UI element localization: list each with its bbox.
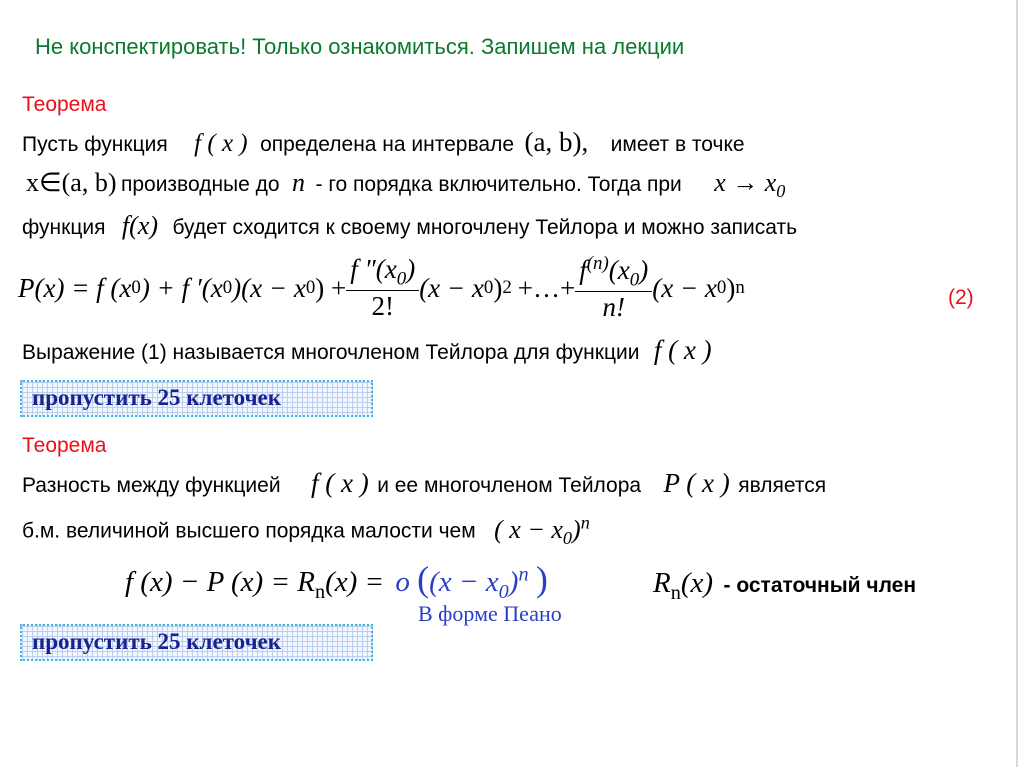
theorem2-line2: б.м. величиной высшего порядка малости чем ( $x - x_0)^n$ [22,512,590,548]
remainder-term-label: $R_n(x)$ - остаточный член [653,567,917,604]
theorem1-line3: функция f(x) будет сходится к своему многочлену Тейлора и можно записать [22,211,798,240]
order-expression: ( $x - x_0)^n$ [494,512,590,548]
point-in-interval: x∈(a, b) [26,168,117,197]
theorem2-title: Теорема [22,434,107,457]
peano-form-label: В форме Пеано [418,601,562,626]
expression-line: Выражение (1) называется многочленом Тейлора для функции f ( x ) [22,335,712,365]
order-n: n [292,168,306,197]
theorem1-line1: Пусть функция f ( x ) определена на интервале (a, b), имеет в точке [22,127,745,157]
header-note: Не конспектировать! Только ознакомиться. Запишем на лекции [35,34,685,59]
skip-label-1: пропустить 25 клеточек [20,380,373,417]
fraction-second-derivative: $\frac{f ''(x_0)}{2!}$ [346,254,419,322]
polynomial-px: P ( x ) [663,468,730,498]
function-fx-2: f(x) [121,211,159,240]
theorem1-line2: x∈(a, b) производные до n - го порядка включительно. Тогда при $x \to x_0$ [26,168,786,202]
fraction-nth-derivative: $\frac{f^{(n)}(x_0)}{n!}$ [575,253,652,323]
function-fx-3: f ( x ) [653,335,712,365]
theorem2-line1: Разность между функцией f ( x ) и ее многочленом Тейлора P ( x ) является [22,468,827,498]
remainder-formula: f (x) − P $(x) = R_n(x) = o$ ($(x - x_0)^n$ ) [125,559,548,603]
function-fx-4: f ( x ) [311,468,369,498]
limit-expression: $x \to x_0$ [714,168,786,202]
theorem1-title: Теорема [22,93,107,116]
skip-label-2: пропустить 25 клеточек [20,624,373,661]
function-fx: f ( x ) [194,130,248,157]
taylor-formula: P(x) = f (x 0 ) + f ′(x 0 )(x − x 0 ) + $\frac{f ''(x_0)}{2!}$ (x − x 0 ) 2 +…+ $\frac{f^{(n)}(x_0)}{n!}$ (x − x 0 ) n [18,252,745,323]
little-o: o ($(x - x_0)^n$ ) [395,559,548,603]
interval-ab: (a, b), [524,127,589,157]
formula-number-2: (2) [948,286,974,309]
